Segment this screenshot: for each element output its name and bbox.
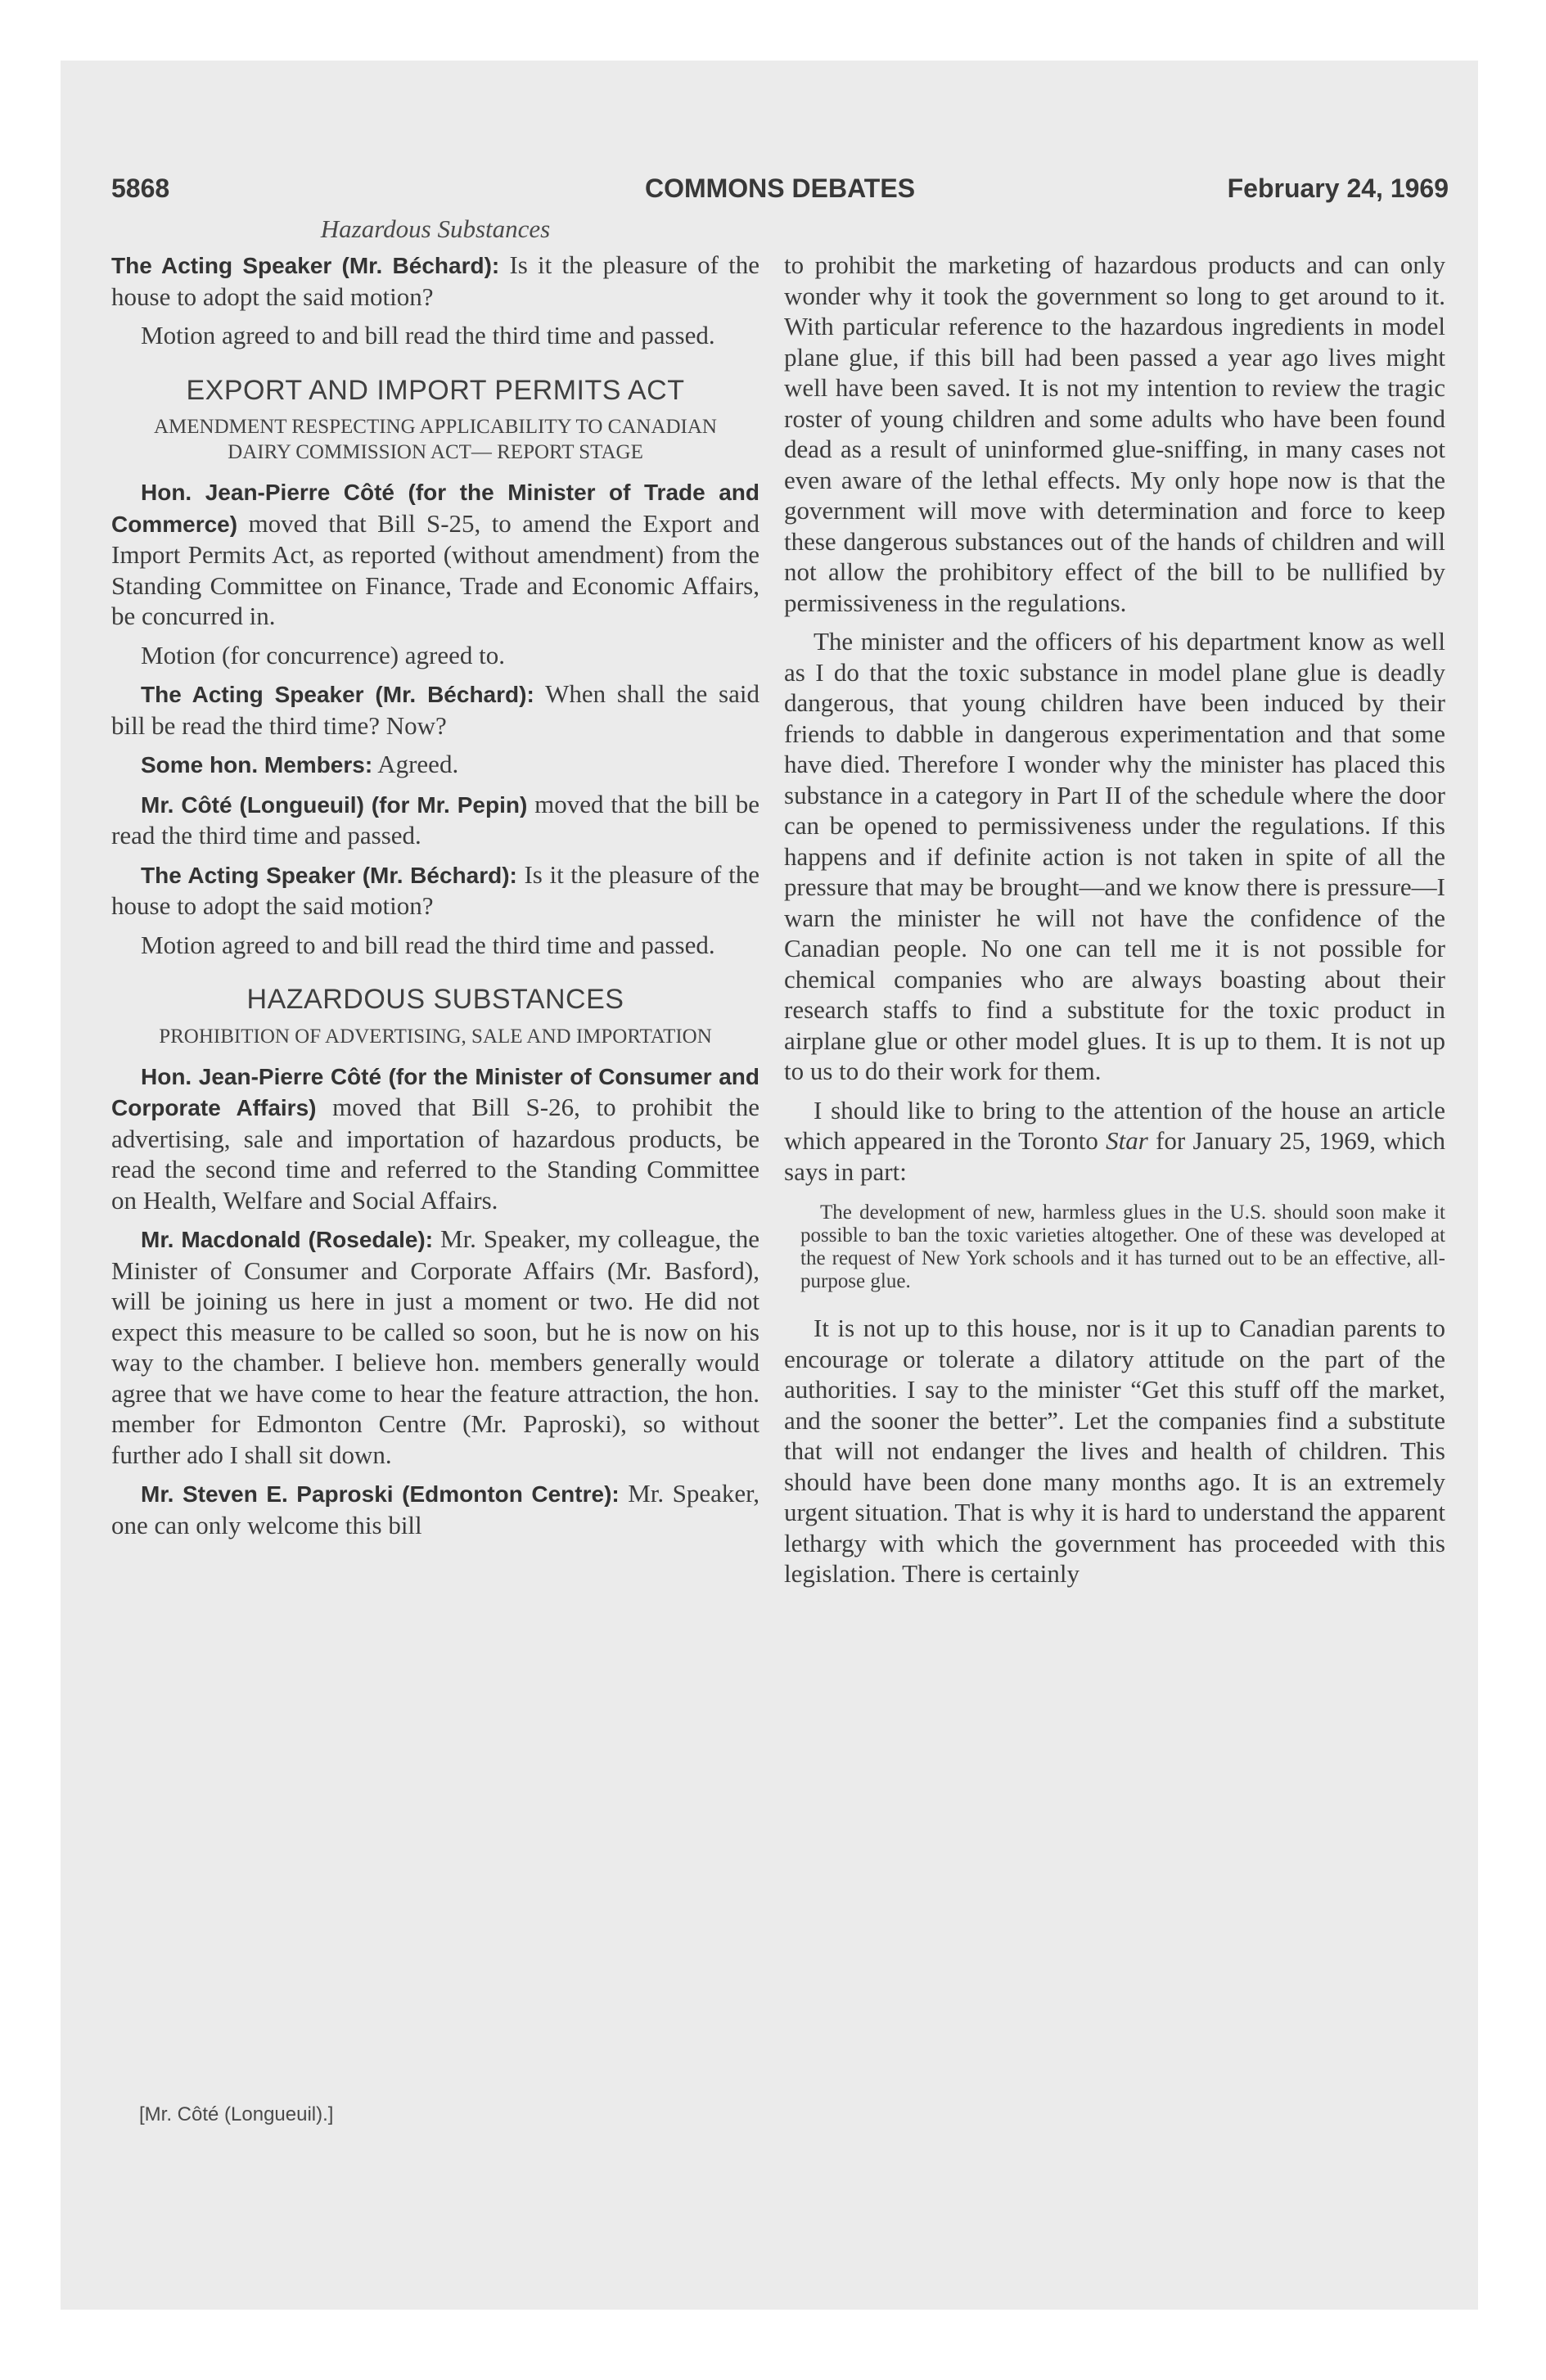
paragraph: It is not up to this house, nor is it up to Canadian parents to encourage or tolerate a dilatory attitude on the part of the authorities. I say to the minister “Get this stuff off the market, and the sooner the better”. Let the companies find a substitute that will not endanger the lives and health of children. This should have been done many months ago. It is an extremely urgent situation. That is why it is hard to understand the apparent lethargy with which the government has proceeded with this legislation. There is certainly xyxy=(784,1314,1445,1588)
block-quote xyxy=(800,1201,1445,1293)
paragraph xyxy=(784,1095,1445,1188)
speech-text: for January 25, 1969, which says in part: xyxy=(784,1126,1445,1186)
speech-text: When shall the said bill be read the third time? Now? xyxy=(111,679,759,740)
page-header xyxy=(111,174,1449,214)
paragraph: Motion (for concurrence) agreed to. xyxy=(141,640,505,669)
speaker: The Acting Speaker (Mr. Béchard): xyxy=(141,862,517,888)
speech-text: Mr. Speaker, my colleague, the Minister of Consumer and Corporate Affairs (Mr. Basford), will be joining us here in just a moment or two. He did not expect this measure to be called so soon, but he is now on his way to the chamber. I believe hon. members generally would agree that we have come to hear the feature attraction, the hon. member for Edmonton Centre (Mr. Paproski), so without further ado I shall sit down. xyxy=(111,1224,759,1469)
paragraph xyxy=(111,678,759,741)
paragraph xyxy=(111,250,759,312)
speech-text: I should like to bring to the attention of the house an article which appeared in the Toronto xyxy=(784,1095,1445,1155)
paragraph: The minister and the officers of his department know as well as I do that the toxic substance in model plane glue is deadly dangerous, that young children have been induced by their friends to dabble in dangerous experimentation and that some have died. Therefore I wonder why the minister has placed this substance in a category in Part II of the schedule where the door can be opened to permissiveness under the regulations. If this happens and if definite action is not taken in spite of all the pressure that may be brought—and we know there is pressure—I warn the minister he will not have the confidence of the Canadian people. No one can tell me it is not possible for chemical companies who are always boasting about their research staffs to find a substitute for the toxic product in airplane glue or other model glues. It is up to them. It is not up to us to do their work for them. xyxy=(784,627,1445,1085)
paragraph xyxy=(111,859,759,922)
speaker: Mr. Côté (Longueuil) (for Mr. Pepin) xyxy=(141,791,528,818)
running-head: Hazardous Substances xyxy=(320,214,551,243)
speaker: Some hon. Members: xyxy=(141,752,373,778)
page-date: February 24, 1969 xyxy=(1227,174,1449,203)
paragraph: Motion agreed to and bill read the third time and passed. xyxy=(141,321,715,349)
paragraph: Motion agreed to and bill read the third time and passed. xyxy=(141,930,715,959)
speaker: Mr. Steven E. Paproski (Edmonton Centre): xyxy=(141,1481,620,1507)
section-subheading: AMENDMENT RESPECTING APPLICABILITY TO CANADIAN DAIRY COMMISSION ACT— REPORT STAGE xyxy=(154,416,717,463)
paragraph xyxy=(111,1061,759,1216)
speaker: Hon. Jean-Pierre Côté (for the Minister of Consumer and Corporate Affairs) xyxy=(111,1063,759,1120)
speech-text: Mr. Speaker, one can only welcome this bill xyxy=(111,1479,759,1539)
speaker: Mr. Macdonald (Rosedale): xyxy=(141,1227,434,1252)
page-number: 5868 xyxy=(111,174,170,203)
paragraph: to prohibit the marketing of hazardous products and can only wonder why it took the government so long to get around to it. With particular reference to the hazardous ingredients in model plane glue, if this bill had been passed a year ago lives might well have been saved. It is not my intention to review the tragic roster of young children and some adults who have been found dead as a result of uninformed glue-sniffing, in many cases not even aware of the lethal effects. My only hope now is that the government will move with determination and force to keep these dangerous substances out of the hands of children and will not allow the prohibitory effect of the bill to be nullified by permissiveness in the regulations. xyxy=(784,250,1445,617)
newspaper-name: Star xyxy=(1106,1126,1148,1155)
section-heading: HAZARDOUS SUBSTANCES xyxy=(246,984,624,1015)
left-column xyxy=(111,250,759,1548)
speaker: The Acting Speaker (Mr. Béchard): xyxy=(141,682,534,707)
speech-text: Agreed. xyxy=(372,750,459,778)
quote-text: The development of new, harmless glues in the U.S. should soon make it possible to ban the toxic varieties altogether. One of these was developed at the request of New York schools and it has turned out to be an effective, all-purpose glue. xyxy=(800,1201,1445,1292)
right-column xyxy=(784,250,1445,1598)
paragraph xyxy=(111,1478,759,1540)
speech-text: moved that the bill be read the third time and passed. xyxy=(111,789,759,850)
paragraph xyxy=(111,749,759,781)
speech-text: moved that Bill S-25, to amend the Export and Import Permits Act, as reported (without amendment) from the Standing Committee on Finance, Trade and Economic Affairs, be concurred in. xyxy=(111,508,759,630)
speech-text: moved that Bill S-26, to prohibit the advertising, sale and importation of hazardous products, be read the second time and referred to the Standing Committee on Health, Welfare and Social Affairs. xyxy=(111,1093,759,1215)
section-heading: EXPORT AND IMPORT PERMITS ACT xyxy=(186,374,685,406)
speaker: Hon. Jean-Pierre Côté (for the Minister of Trade and Commerce) xyxy=(111,480,759,537)
publication-title: COMMONS DEBATES xyxy=(644,174,916,203)
speaker: The Acting Speaker (Mr. Béchard): xyxy=(111,253,500,278)
paragraph xyxy=(111,789,759,851)
speech-text: Is it the pleasure of the house to adopt the said motion? xyxy=(111,859,759,920)
speech-text: Is it the pleasure of the house to adopt the said motion? xyxy=(111,250,759,311)
section-subheading: PROHIBITION OF ADVERTISING, SALE AND IMPORTATION xyxy=(159,1025,712,1048)
paragraph xyxy=(111,1224,759,1470)
paragraph xyxy=(111,476,759,632)
page-footer: [Mr. Côté (Longueuil).] xyxy=(139,2103,334,2125)
